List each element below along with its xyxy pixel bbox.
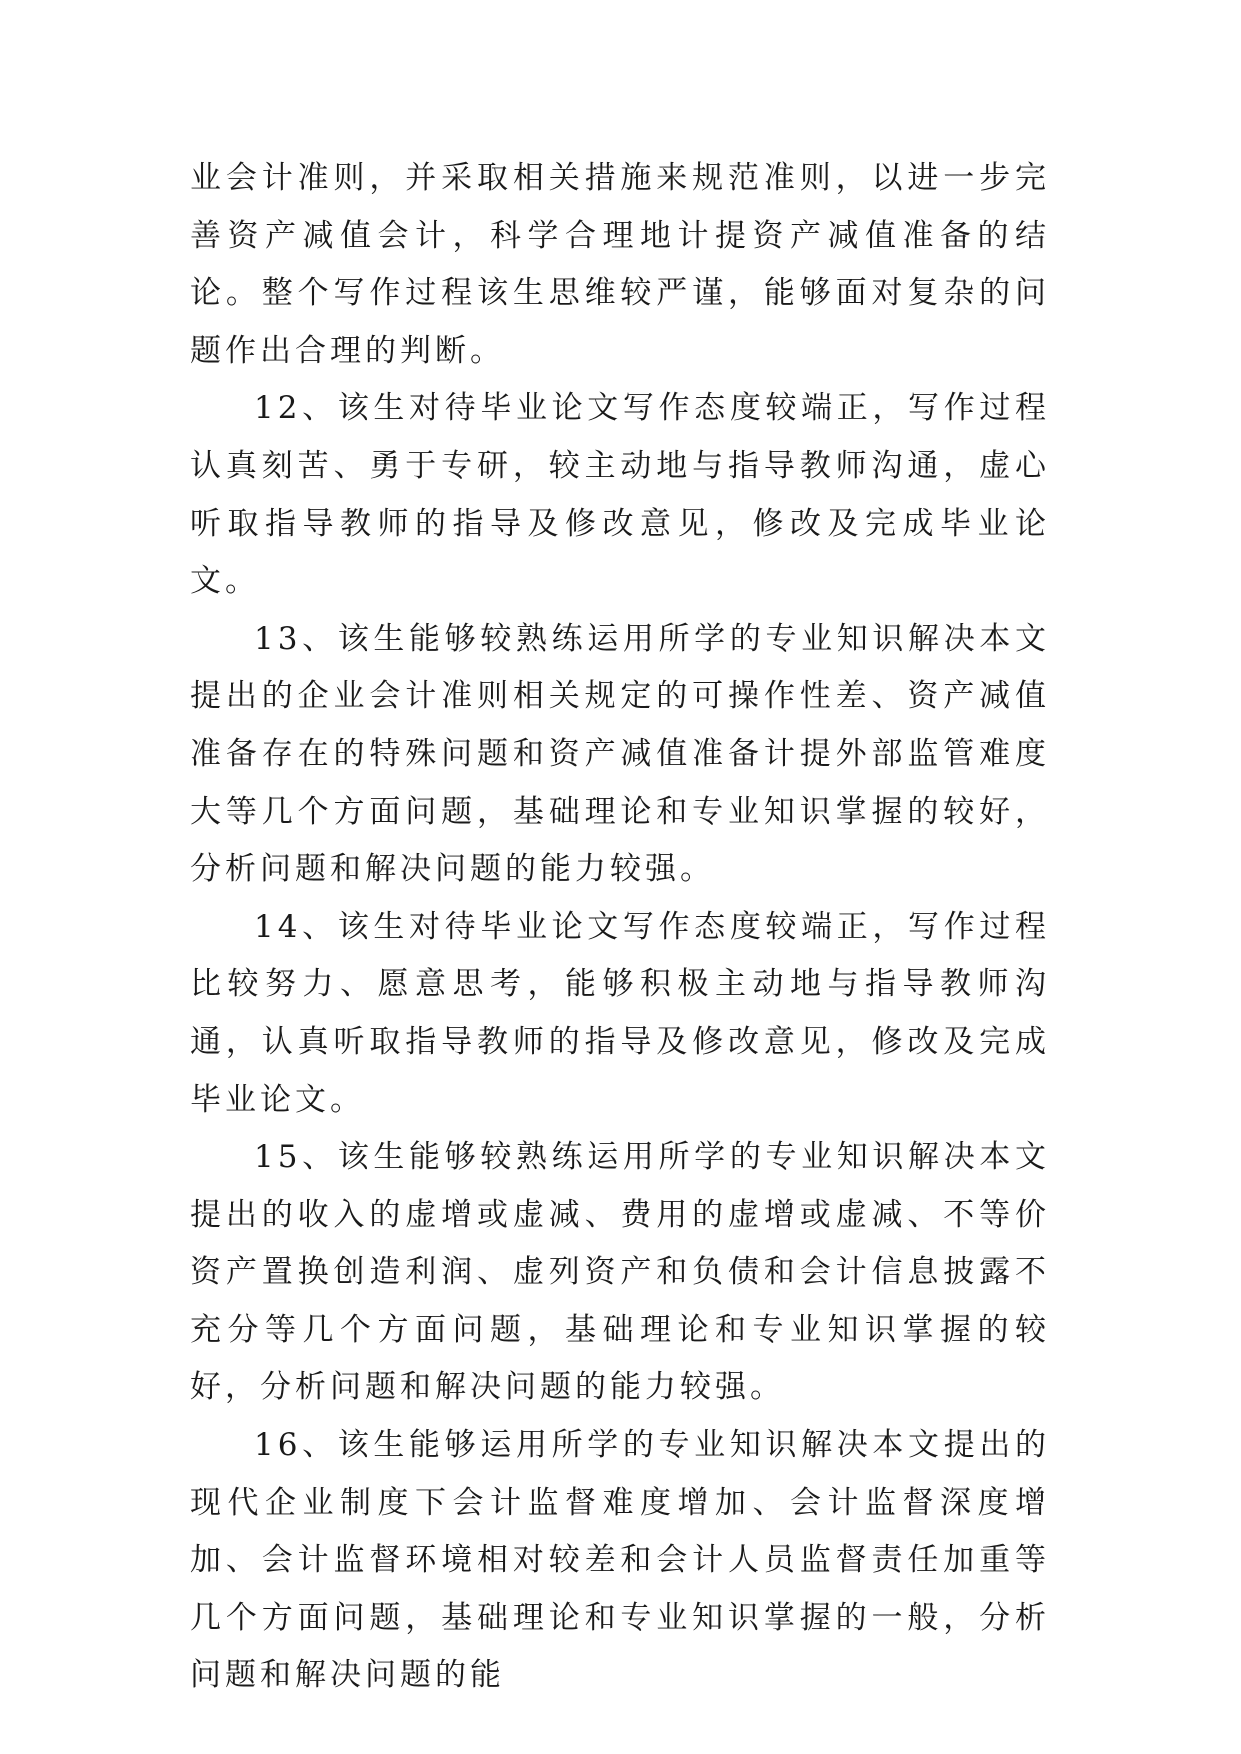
paragraph-item-15: 15、该生能够较熟练运用所学的专业知识解决本文提出的收入的虚增或虚减、费用的虚增或虚减、不等价资产置换创造利润、虚列资产和负债和会计信息披露不充分等几个方面问题，基础理论和专业知识掌握的较好，分析问题和解决问题的能力较强。 [190,1139,1050,1406]
paragraph-continuation: 业会计准则，并采取相关措施来规范准则，以进一步完善资产减值会计，科学合理地计提资产减值准备的结论。整个写作过程该生思维较严谨，能够面对复杂的问题作出合理的判断。 [190,160,1050,369]
paragraph-item-13: 13、该生能够较熟练运用所学的专业知识解决本文提出的企业会计准则相关规定的可操作性差、资产减值准备存在的特殊问题和资产减值准备计提外部监管难度大等几个方面问题，基础理论和专业知识掌握的较好，分析问题和解决问题的能力较强。 [190,620,1050,888]
paragraph-item-12: 12、该生对待毕业论文写作态度较端正，写作过程认真刻苦、勇于专研，较主动地与指导教师沟通，虚心听取指导教师的指导及修改意见，修改及完成毕业论文。 [190,390,1050,600]
document-body [190,150,1050,1705]
paragraph-item-16: 16、该生能够运用所学的专业知识解决本文提出的现代企业制度下会计监督难度增加、会计监督深度增加、会计监督环境相对较差和会计人员监督责任加重等几个方面问题，基础理论和专业知识掌握的一般，分析问题和解决问题的能 [190,1427,1050,1694]
paragraph-item-14: 14、该生对待毕业论文写作态度较端正，写作过程比较努力、愿意思考，能够积极主动地与指导教师沟通，认真听取指导教师的指导及修改意见，修改及完成毕业论文。 [190,908,1050,1118]
